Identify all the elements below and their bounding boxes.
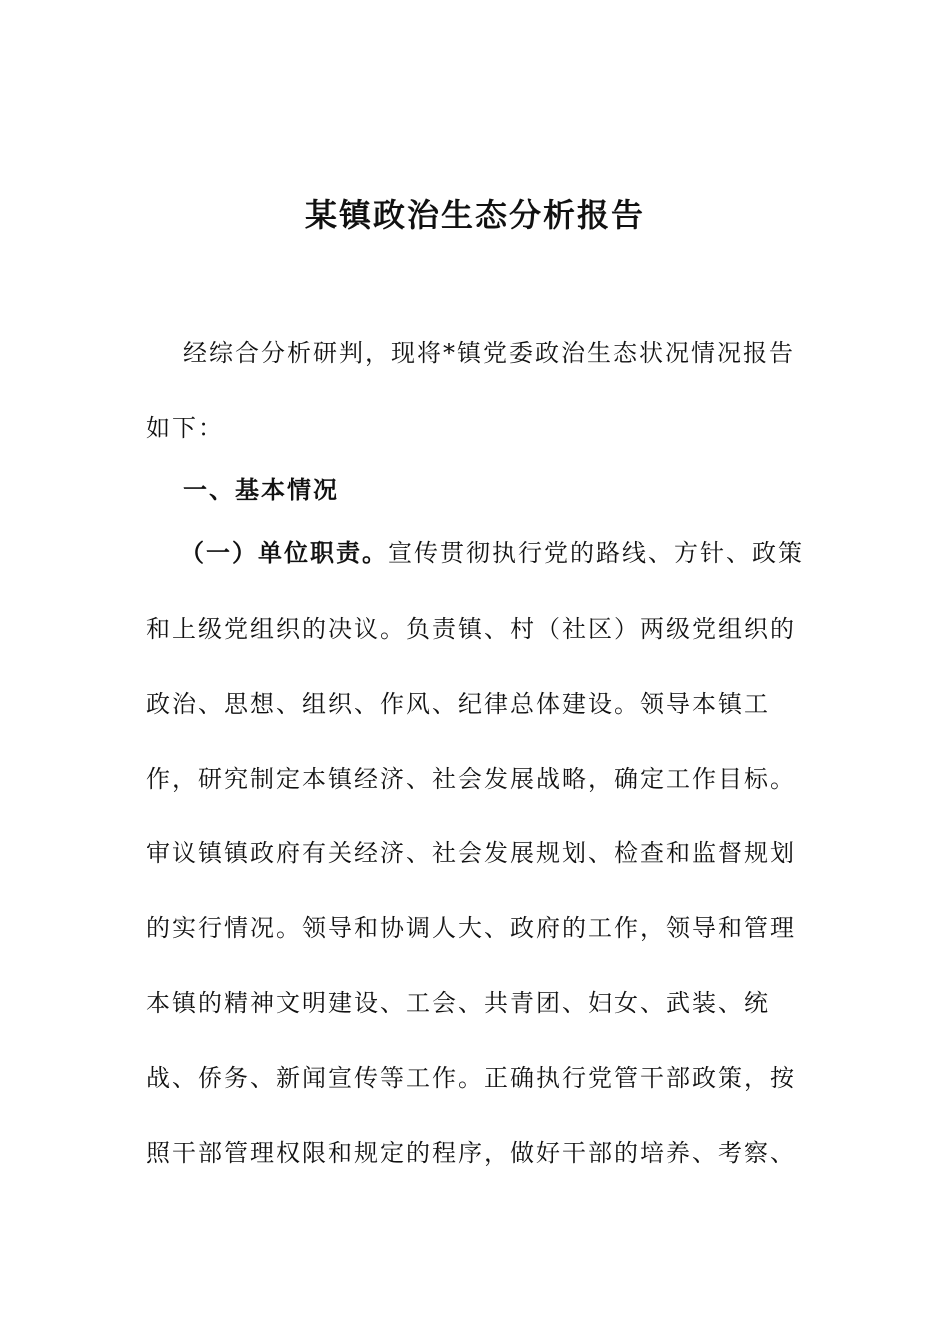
paragraph-line: 作，研究制定本镇经济、社会发展战略，确定工作目标。: [146, 765, 796, 793]
intro-line-1: 经综合分析研判，现将*镇党委政治生态状况情况报告: [183, 339, 795, 367]
paragraph-line: [180, 538, 804, 568]
document-title: 某镇政治生态分析报告: [304, 196, 645, 234]
paragraph-line: 和上级党组织的决议。负责镇、村（社区）两级党组织的: [146, 615, 796, 643]
intro-line-2: 如下：: [146, 414, 224, 442]
paragraph-line: 本镇的精神文明建设、工会、共青团、妇女、武装、统: [146, 989, 770, 1017]
paragraph-line: 战、侨务、新闻宣传等工作。正确执行党管干部政策，按: [146, 1064, 796, 1092]
paragraph-line: 照干部管理权限和规定的程序，做好干部的培养、考察、: [146, 1139, 796, 1167]
paragraph-line: 政治、思想、组织、作风、纪律总体建设。领导本镇工: [146, 690, 770, 718]
paragraph-line: 审议镇镇政府有关经济、社会发展规划、检查和监督规划: [146, 839, 796, 867]
paragraph-line: 的实行情况。领导和协调人大、政府的工作，领导和管理: [146, 914, 796, 942]
section-heading: 一、基本情况: [183, 476, 339, 504]
subsection-lead: （一）单位职责。: [180, 539, 388, 567]
paragraph-text: 宣传贯彻执行党的路线、方针、政策: [388, 539, 804, 567]
